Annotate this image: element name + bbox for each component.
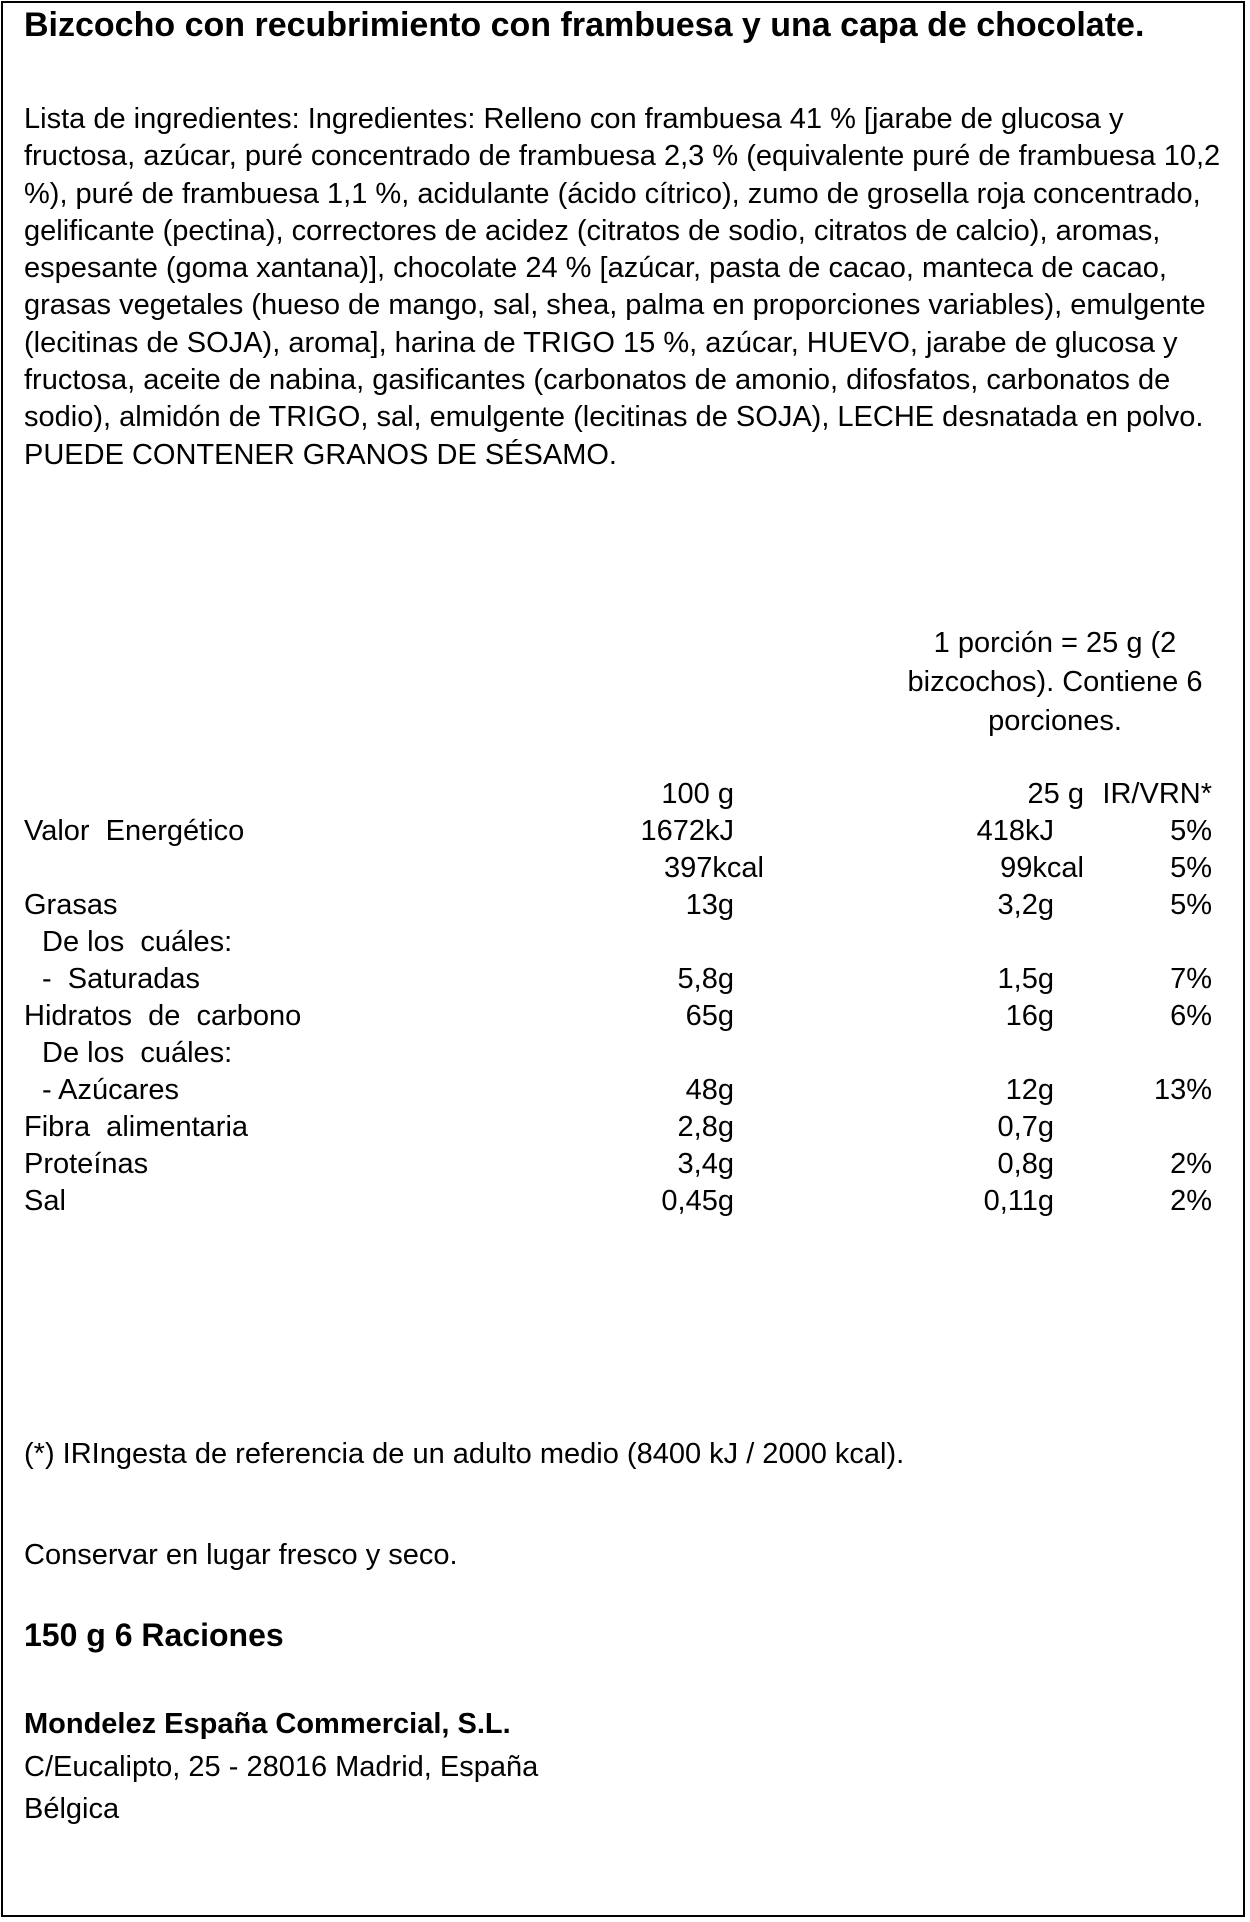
nutrition-row (24, 961, 1220, 998)
reference-intake-note: (*) IRIngesta de referencia de un adulto medio (8400 kJ / 2000 kcal). (24, 1438, 905, 1470)
company-address: C/Eucalipto, 25 - 28016 Madrid, España (24, 1751, 539, 1783)
row-label: - Saturadas (42, 963, 200, 995)
company-name: Mondelez España Commercial, S.L. (24, 1708, 511, 1740)
nutrition-row (24, 1072, 1220, 1109)
nutrition-row (24, 813, 1220, 850)
country-of-origin: Bélgica (24, 1793, 120, 1825)
row-label: De los cuáles: (42, 1037, 233, 1069)
row-per100: 1672kJ (640, 815, 734, 847)
portion-note: 1 porción = 25 g (2 bizcochos). Contiene 6 porciones. (907, 627, 1203, 737)
nutrition-row (24, 998, 1220, 1035)
nutrition-row (24, 1035, 1220, 1072)
header-per-portion: 25 g (1027, 778, 1084, 810)
row-per-portion: 0,7g (997, 1111, 1054, 1143)
net-weight: 150 g 6 Raciones (24, 1617, 284, 1653)
nutrition-row (24, 1109, 1220, 1146)
row-per-portion: 12g (1005, 1074, 1054, 1106)
row-ri: 6% (1170, 1000, 1212, 1032)
row-ri: 2% (1170, 1185, 1212, 1217)
row-ri: 5% (1170, 852, 1212, 884)
row-per100: 48g (685, 1074, 734, 1106)
product-title: Bizcocho con recubrimiento con frambuesa y una capa de chocolate. (24, 6, 1145, 44)
row-ri: 5% (1170, 889, 1212, 921)
row-label: Fibra alimentaria (24, 1111, 249, 1143)
nutrition-row (24, 924, 1220, 961)
row-ri: 5% (1170, 815, 1212, 847)
nutrition-row (24, 887, 1220, 924)
row-label: Proteínas (24, 1148, 149, 1180)
nutrition-row (24, 850, 1220, 887)
row-per100: 65g (685, 1000, 734, 1032)
row-per-portion: 0,8g (997, 1148, 1054, 1180)
row-per100: 3,4g (677, 1148, 734, 1180)
header-ri: IR/VRN* (1102, 778, 1212, 810)
row-per-portion: 1,5g (997, 963, 1054, 995)
row-per100: 5,8g (677, 963, 734, 995)
nutrition-header (24, 776, 1220, 813)
row-label: - Azúcares (42, 1074, 179, 1106)
row-label: Hidratos de carbono (24, 1000, 302, 1032)
row-per-portion: 3,2g (997, 889, 1054, 921)
ingredients-list: Lista de ingredientes: Ingredientes: Relleno con frambuesa 41 % [jarabe de glucosa y fructosa, azúcar, puré concentrado de frambuesa 2,3 % (equivalente puré de frambuesa 10,2 %), puré de frambuesa 1,1 %, acidulante (ácido cítrico), zumo de grosella roja concentrado, gelificante (pectina), correctores de acidez (citratos de sodio, citratos de calcio), aromas, espesante (goma xantana)], chocolate 24 % [azúcar, pasta de cacao, manteca de cacao, grasas vegetales (hueso de mango, sal, shea, palma en proporciones variables), emulgente (lecitinas de SOJA), aroma], harina de TRIGO 15 %, azúcar, HUEVO, jarabe de glucosa y fructosa, aceite de nabina, gasificantes (carbonatos de amonio, difosfatos, carbonatos de sodio), almidón de TRIGO, sal, emulgente (lecitinas de SOJA), LECHE desnatada en polvo. PUEDE CONTENER GRANOS DE SÉSAMO. (24, 103, 1221, 471)
row-ri: 2% (1170, 1148, 1212, 1180)
row-per100: 0,45g (661, 1185, 734, 1217)
row-per-portion: 0,11g (983, 1185, 1054, 1217)
row-label: De los cuáles: (42, 926, 233, 958)
row-per100: 13g (685, 889, 734, 921)
row-per-portion: 418kJ (976, 815, 1054, 847)
row-ri: 13% (1153, 1074, 1212, 1106)
row-per-portion: 16g (1005, 1000, 1054, 1032)
header-per100: 100 g (661, 778, 734, 810)
row-label: Valor Energético (24, 815, 245, 847)
row-per100: 2,8g (677, 1111, 734, 1143)
row-label: Grasas (24, 889, 118, 921)
row-per-portion: 99kcal (1000, 852, 1084, 884)
storage-instructions: Conservar en lugar fresco y seco. (24, 1539, 458, 1571)
row-ri: 7% (1170, 963, 1212, 995)
nutrition-row (24, 1183, 1220, 1220)
row-per100: 397kcal (664, 852, 764, 884)
row-label: Sal (24, 1185, 66, 1217)
nutrition-row (24, 1146, 1220, 1183)
